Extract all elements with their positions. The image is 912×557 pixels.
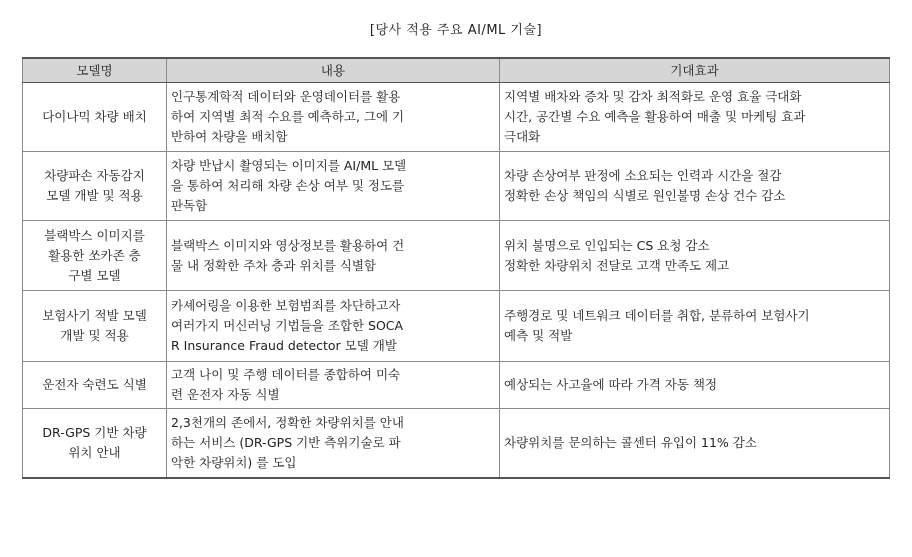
cell-model-name: [23, 409, 167, 479]
cell-line: 차량 반납시 촬영되는 이미지를 AI/ML 모델: [171, 158, 407, 173]
cell-line: 련 운전자 자동 식별: [171, 387, 280, 402]
cell-line: R Insurance Fraud detector 모델 개발: [171, 338, 397, 353]
header-expected-effect: 기대효과: [500, 58, 890, 83]
table-row: [23, 409, 890, 479]
cell-line: 모델 개발 및 적용: [46, 188, 143, 203]
cell-line: 예측 및 적발: [504, 328, 573, 343]
table-row: [23, 221, 890, 291]
cell-line: 고객 나이 및 주행 데이터를 종합하여 미숙: [171, 367, 401, 382]
cell-line: 위치 안내: [68, 445, 121, 460]
cell-model-name: [23, 291, 167, 362]
cell-line: 여러가지 머신러닝 기법들을 조합한 SOCA: [171, 318, 404, 333]
cell-line: 차량 손상여부 판정에 소요되는 인력과 시간을 절감: [504, 168, 782, 183]
cell-line: 활용한 쏘카존 층: [48, 247, 141, 263]
table-row: [23, 152, 890, 221]
table-row: [23, 291, 890, 362]
cell-line: 보험사기 적발 모델: [42, 308, 147, 323]
cell-model-name: [23, 83, 167, 152]
cell-line: 인구통계학적 데이터와 운영데이터를 활용: [171, 89, 401, 104]
table-row: [23, 83, 890, 152]
cell-content: [167, 291, 500, 362]
cell-line: 예상되는 사고율에 따라 가격 자동 책정: [504, 377, 718, 392]
header-row: [23, 58, 890, 83]
cell-line: 판독함: [171, 198, 208, 213]
cell-line: 차량파손 자동감지: [44, 168, 145, 183]
cell-line: 블랙박스 이미지와 영상정보를 활용하여 건: [171, 237, 405, 253]
cell-line: 블랙박스 이미지를: [44, 227, 145, 243]
header-content: 내용: [167, 58, 500, 83]
cell-model-name: [23, 221, 167, 291]
cell-expected-effect: [500, 291, 890, 362]
cell-line: 2,3천개의 존에서, 정확한 차량위치를 안내: [171, 415, 404, 430]
cell-line: 하여 지역별 최적 수요를 예측하고, 그에 기: [171, 109, 405, 124]
cell-line: 지역별 배차와 증차 및 감차 최적화로 운영 효율 극대화: [504, 89, 802, 104]
cell-expected-effect: [500, 152, 890, 221]
table-row: [23, 362, 890, 409]
cell-line: 차량위치를 문의하는 콜센터 유입이 11% 감소: [504, 435, 757, 450]
cell-content: [167, 83, 500, 152]
cell-line: 정확한 차량위치 전달로 고객 만족도 제고: [504, 257, 730, 273]
cell-line: 하는 서비스 (DR-GPS 기반 측위기술로 파: [171, 435, 401, 450]
cell-line: 시간, 공간별 수요 예측을 활용하여 매출 및 마케팅 효과: [504, 109, 806, 124]
cell-model-name: [23, 362, 167, 409]
cell-line: 정확한 손상 책임의 식별로 원인불명 손상 건수 감소: [504, 188, 786, 203]
cell-line: 다이나믹 차량 배치: [42, 109, 147, 124]
cell-content: [167, 152, 500, 221]
cell-line: 개발 및 적용: [60, 328, 129, 343]
cell-line: 물 내 정확한 주차 층과 위치를 식별함: [171, 257, 376, 273]
cell-line: DR-GPS 기반 차량: [42, 425, 147, 440]
cell-line: 주행경로 및 네트워크 데이터를 취합, 분류하여 보험사기: [504, 308, 810, 323]
cell-content: [167, 362, 500, 409]
cell-line: 위치 불명으로 인입되는 CS 요청 감소: [504, 237, 710, 253]
cell-content: [167, 221, 500, 291]
cell-line: 을 통하여 처리해 차량 손상 여부 및 정도를: [171, 178, 405, 193]
cell-expected-effect: [500, 409, 890, 479]
cell-line: 카셰어링을 이용한 보험범죄를 차단하고자: [171, 298, 401, 313]
cell-model-name: [23, 152, 167, 221]
ai-ml-technology-table: [22, 57, 890, 479]
cell-expected-effect: [500, 362, 890, 409]
cell-content: [167, 409, 500, 479]
cell-line: 반하여 차량을 배치함: [171, 129, 288, 144]
header-model-name: 모델명: [23, 58, 167, 83]
cell-expected-effect: [500, 83, 890, 152]
cell-line: 극대화: [504, 129, 541, 144]
cell-line: 악한 차량위치) 를 도입: [171, 455, 297, 470]
table-title: [당사 적용 주요 AI/ML 기술]: [369, 23, 543, 38]
cell-line: 운전자 숙련도 식별: [42, 377, 147, 392]
cell-line: 구별 모델: [68, 267, 121, 283]
cell-expected-effect: [500, 221, 890, 291]
